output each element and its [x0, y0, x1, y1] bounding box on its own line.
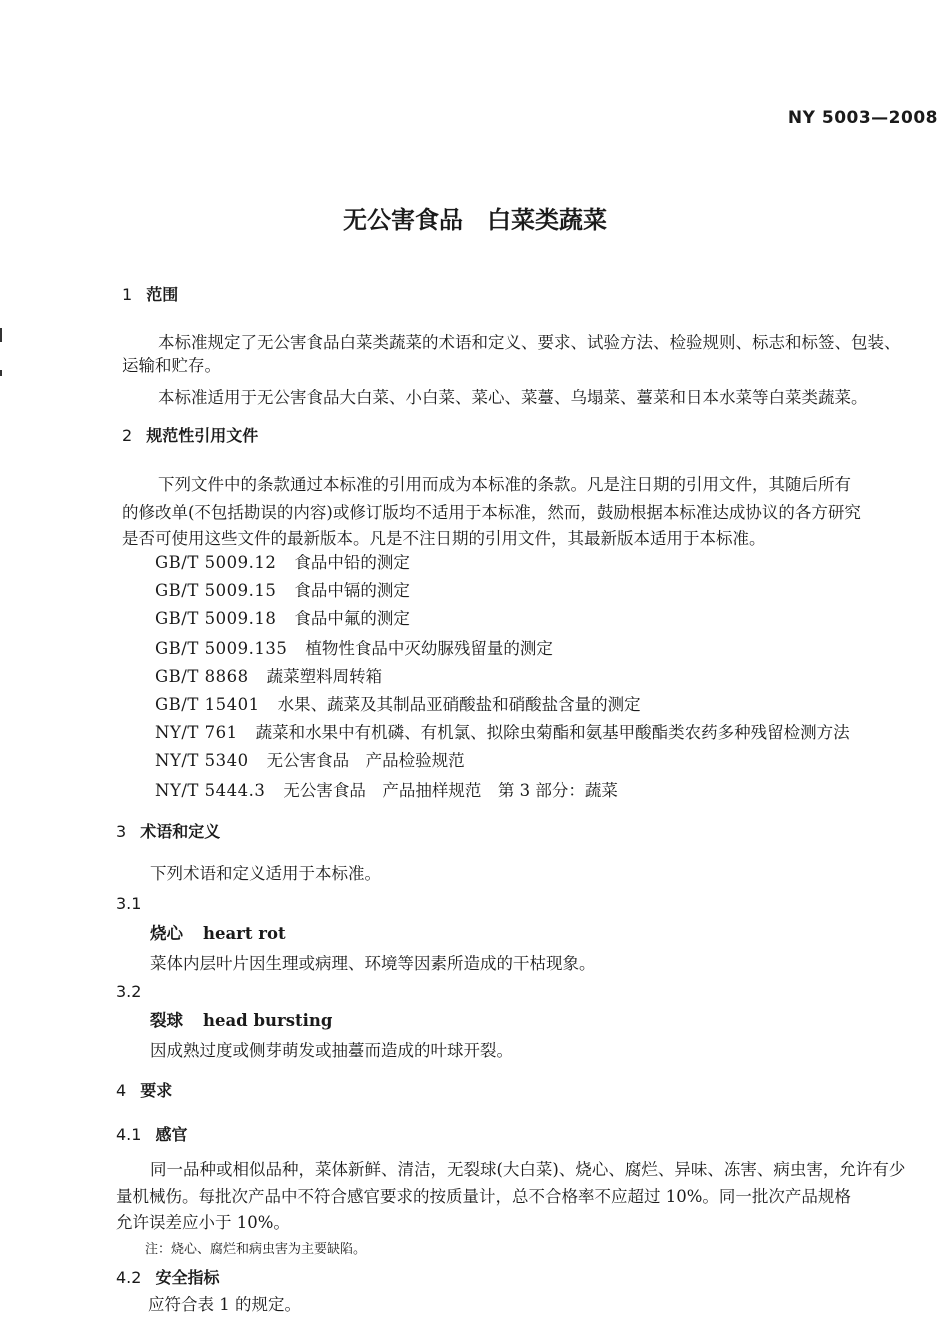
scan-edge-mark [0, 328, 2, 342]
paragraph-line: 量机械伤。每批次产品中不符合感官要求的按质量计，总不合格率不应超过 10%。同一批次产品规格 [116, 1187, 851, 1206]
reference-item [155, 722, 850, 744]
reference-item [155, 694, 641, 716]
subsection-number: 3.2 [116, 982, 142, 1001]
section-number: 4 [116, 1081, 127, 1100]
reference-code: GB/T 8868 [155, 667, 249, 686]
subsection-title: 安全指标 [155, 1268, 220, 1287]
reference-title: 无公害食品 产品抽样规范 第 3 部分：蔬菜 [283, 781, 618, 800]
paragraph-line: 下列术语和定义适用于本标准。 [150, 864, 381, 883]
subsection-4-2-heading [116, 1267, 219, 1289]
paragraph-line: 本标准适用于无公害食品大白菜、小白菜、菜心、菜薹、乌塌菜、薹菜和日本水菜等白菜类蔬菜。 [158, 388, 868, 407]
reference-title: 无公害食品 产品检验规范 [266, 751, 465, 770]
reference-item [155, 750, 465, 772]
subsection-number: 4.1 [116, 1125, 142, 1144]
reference-item [155, 552, 410, 574]
reference-title: 植物性食品中灭幼脲残留量的测定 [305, 639, 553, 658]
document-title: 无公害食品 白菜类蔬菜 [343, 206, 607, 234]
reference-title: 蔬菜塑料周转箱 [266, 667, 383, 686]
paragraph-line: 同一品种或相似品种，菜体新鲜、清洁，无裂球(大白菜)、烧心、腐烂、异味、冻害、病虫害，允许有少 [150, 1160, 906, 1179]
reference-item [155, 608, 410, 630]
section-2-heading [122, 425, 258, 447]
paragraph-line: 是否可使用这些文件的最新版本。凡是不注日期的引用文件，其最新版本适用于本标准。 [122, 529, 766, 548]
paragraph-line: 的修改单(不包括勘误的内容)或修订版均不适用于本标准，然而，鼓励根据本标准达成协议的各方研究 [122, 503, 861, 522]
section-title: 术语和定义 [140, 822, 221, 841]
term-definition: 菜体内层叶片因生理或病理、环境等因素所造成的干枯现象。 [150, 954, 596, 973]
reference-code: NY/T 761 [155, 723, 238, 742]
scan-edge-mark [0, 370, 2, 376]
document-code: NY 5003—2008 [787, 108, 938, 128]
paragraph-line: 运输和贮存。 [122, 356, 221, 375]
section-number: 2 [122, 426, 133, 445]
term-english: head bursting [203, 1011, 333, 1030]
section-1-heading [122, 284, 178, 306]
section-number: 1 [122, 285, 133, 304]
reference-item [155, 638, 553, 660]
section-number: 3 [116, 822, 127, 841]
term-chinese: 烧心 [150, 924, 183, 943]
term-chinese: 裂球 [150, 1011, 183, 1030]
reference-code: GB/T 5009.135 [155, 639, 288, 658]
section-title: 规范性引用文件 [146, 426, 259, 445]
term-heading [150, 923, 286, 945]
reference-title: 食品中镉的测定 [294, 581, 410, 600]
reference-item [155, 780, 618, 802]
reference-code: GB/T 15401 [155, 695, 260, 714]
section-title: 范围 [146, 285, 179, 304]
reference-title: 水果、蔬菜及其制品亚硝酸盐和硝酸盐含量的测定 [277, 695, 641, 714]
section-4-heading [116, 1080, 172, 1102]
reference-code: GB/T 5009.18 [155, 609, 277, 628]
subsection-number: 3.1 [116, 894, 142, 913]
section-3-heading [116, 821, 220, 843]
paragraph-line: 本标准规定了无公害食品白菜类蔬菜的术语和定义、要求、试验方法、检验规则、标志和标签、包装、 [158, 333, 901, 352]
reference-title: 蔬菜和水果中有机磷、有机氯、拟除虫菊酯和氨基甲酸酯类农药多种残留检测方法 [255, 723, 850, 742]
reference-title: 食品中铅的测定 [294, 553, 410, 572]
reference-item [155, 580, 410, 602]
reference-code: GB/T 5009.15 [155, 581, 277, 600]
term-heading [150, 1010, 332, 1032]
reference-code: NY/T 5340 [155, 751, 249, 770]
reference-item [155, 666, 382, 688]
paragraph-line: 允许误差应小于 10%。 [116, 1213, 290, 1232]
reference-code: GB/T 5009.12 [155, 553, 277, 572]
term-definition: 因成熟过度或侧芽萌发或抽薹而造成的叶球开裂。 [150, 1041, 513, 1060]
reference-title: 食品中氟的测定 [294, 609, 410, 628]
paragraph-line: 应符合表 1 的规定。 [148, 1295, 301, 1314]
subsection-number: 4.2 [116, 1268, 142, 1287]
note: 注：烧心、腐烂和病虫害为主要缺陷。 [145, 1242, 367, 1257]
reference-code: NY/T 5444.3 [155, 781, 266, 800]
subsection-4-1-heading [116, 1124, 187, 1146]
section-title: 要求 [140, 1081, 173, 1100]
paragraph-line: 下列文件中的条款通过本标准的引用而成为本标准的条款。凡是注日期的引用文件，其随后所有 [158, 475, 851, 494]
term-english: heart rot [203, 924, 286, 943]
subsection-title: 感官 [155, 1125, 188, 1144]
